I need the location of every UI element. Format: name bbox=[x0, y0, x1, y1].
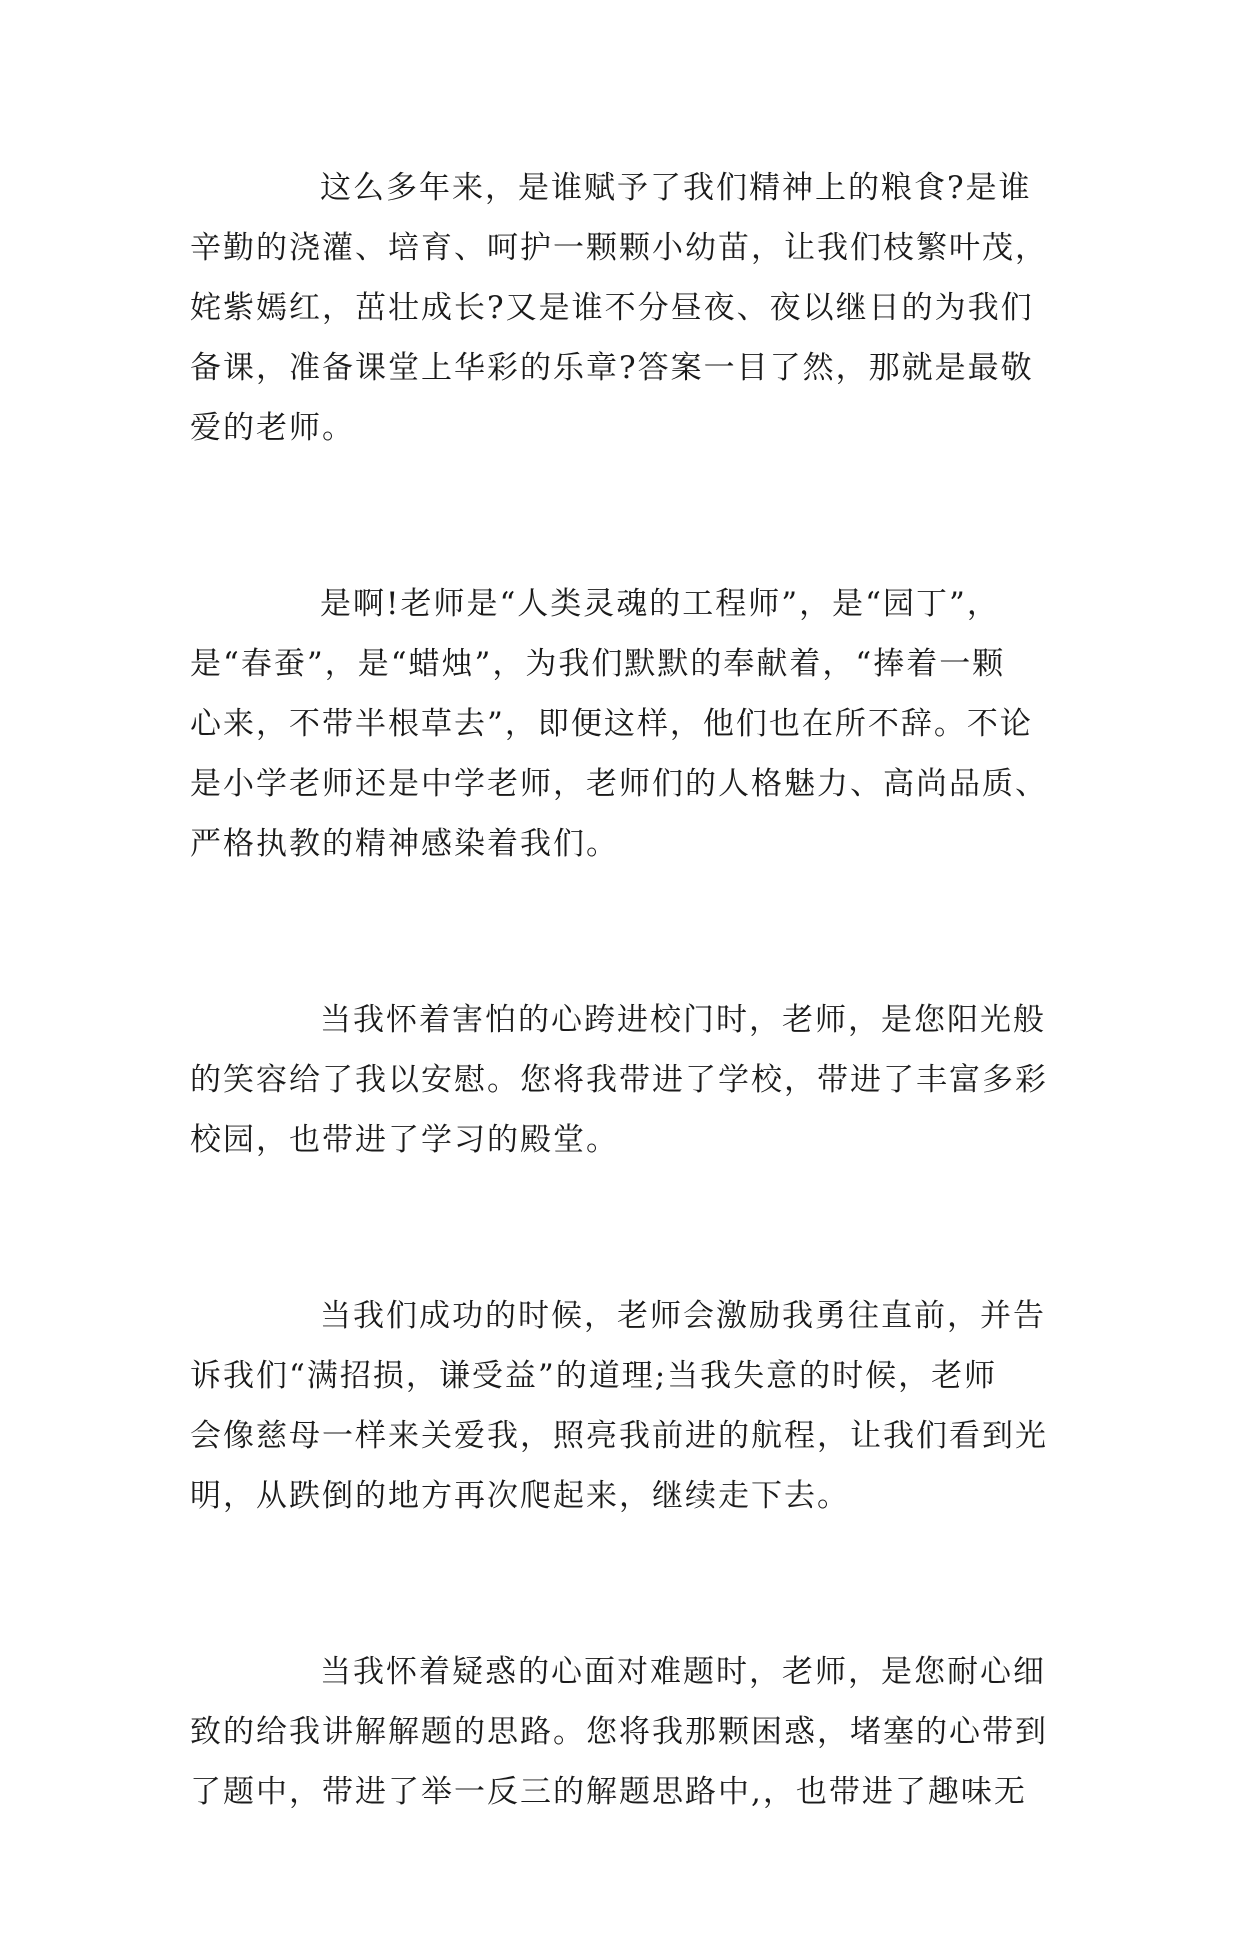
text-line: 了题中，带进了举一反三的解题思路中,，也带进了趣味无 bbox=[190, 1774, 1027, 1810]
text-line: 是小学老师还是中学老师，老师们的人格魅力、高尚品质、 bbox=[190, 766, 1048, 802]
paragraph-3 bbox=[190, 990, 1050, 1170]
text-line: 是啊!老师是“人类灵魂的工程师”，是“园丁”， bbox=[320, 586, 1000, 622]
paragraph-4 bbox=[190, 1286, 1050, 1526]
paragraph-2 bbox=[190, 574, 1050, 874]
text-line: 诉我们“满招损，谦受益”的道理;当我失意的时候，老师 bbox=[190, 1358, 998, 1394]
text-line: 是“春蚕”，是“蜡烛”，为我们默默的奉献着，“捧着一颗 bbox=[190, 646, 1006, 682]
text-line: 明，从跌倒的地方再次爬起来，继续走下去。 bbox=[190, 1478, 850, 1514]
text-line: 的笑容给了我以安慰。您将我带进了学校，带进了丰富多彩 bbox=[190, 1062, 1048, 1098]
text-line: 当我们成功的时候，老师会激励我勇往直前，并告 bbox=[320, 1298, 1046, 1334]
paragraph-5 bbox=[190, 1642, 1050, 1822]
text-line: 辛勤的浇灌、培育、呵护一颗颗小幼苗，让我们枝繁叶茂， bbox=[190, 230, 1048, 266]
text-line: 致的给我讲解解题的思路。您将我那颗困惑，堵塞的心带到 bbox=[190, 1714, 1048, 1750]
text-line: 会像慈母一样来关爱我，照亮我前进的航程，让我们看到光 bbox=[190, 1418, 1048, 1454]
text-line: 校园，也带进了学习的殿堂。 bbox=[190, 1122, 619, 1158]
text-line: 当我怀着疑惑的心面对难题时，老师，是您耐心细 bbox=[320, 1654, 1046, 1690]
text-line: 当我怀着害怕的心跨进校门时，老师，是您阳光般 bbox=[320, 1002, 1046, 1038]
text-line: 严格执教的精神感染着我们。 bbox=[190, 826, 619, 862]
text-line: 爱的老师。 bbox=[190, 410, 355, 446]
text-line: 备课，准备课堂上华彩的乐章?答案一目了然，那就是最敬 bbox=[190, 350, 1034, 386]
text-line: 心来，不带半根草去”，即便这样，他们也在所不辞。不论 bbox=[190, 706, 1033, 742]
document-body bbox=[190, 158, 1050, 1938]
text-line: 姹紫嫣红，茁壮成长?又是谁不分昼夜、夜以继日的为我们 bbox=[190, 290, 1034, 326]
paragraph-1 bbox=[190, 158, 1050, 458]
text-line: 这么多年来，是谁赋予了我们精神上的粮食?是谁 bbox=[320, 170, 1032, 206]
